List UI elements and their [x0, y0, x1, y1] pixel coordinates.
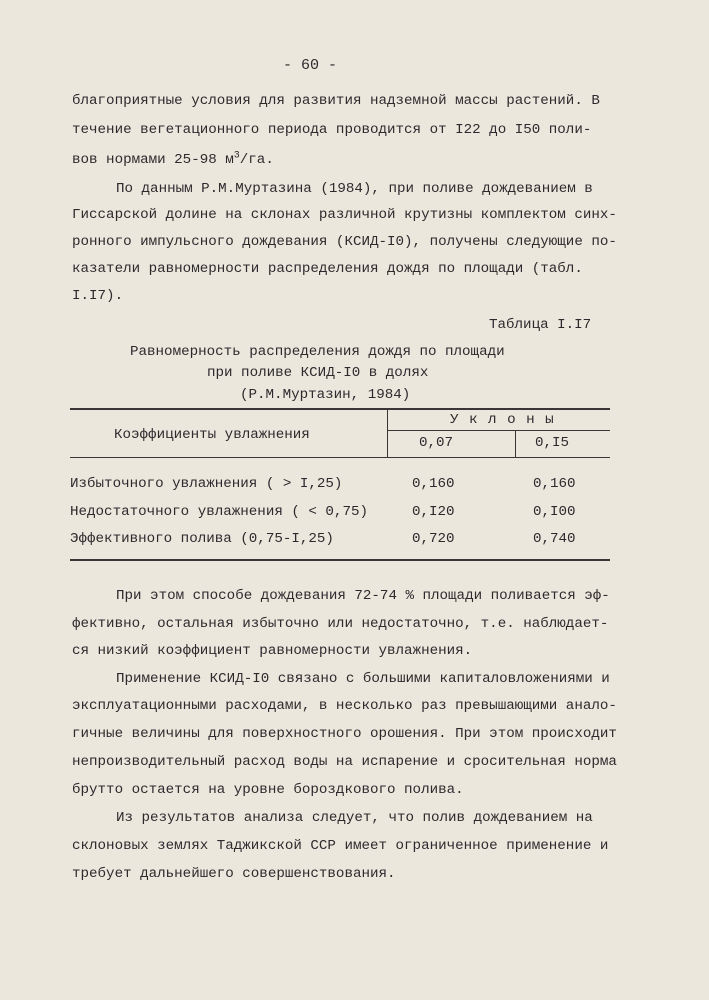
paragraph-3-line-2: фективно, остальная избыточно или недостаточно, т.е. наблюдает- [72, 616, 609, 632]
table-row-3-value-1: 0,720 [412, 531, 455, 547]
table-header-rule [70, 457, 610, 458]
table-bottom-rule [70, 559, 610, 561]
table-row-2-value-2: 0,I00 [533, 504, 576, 520]
unit-superscript: 3 [233, 150, 240, 162]
table-row-1-value-2: 0,160 [533, 476, 576, 492]
table-caption-line-1: Равномерность распределения дождя по площади [130, 344, 505, 360]
table-row-1-value-1: 0,160 [412, 476, 455, 492]
table-row-3-value-2: 0,740 [533, 531, 576, 547]
unit-tail: /га. [239, 152, 274, 168]
paragraph-3-line-1: При этом способе дождевания 72-74 % площади поливается эф- [116, 588, 610, 604]
paragraph-2-line-3: ронного импульсного дождевания (КСИД-I0), получены следующие по- [72, 234, 617, 250]
page-number: - 60 - [283, 57, 338, 74]
table-column-header-2: 0,I5 [535, 435, 570, 451]
paragraph-2-line-2: Гиссарской долине на склонах различной крутизны комплектом синх- [72, 207, 617, 223]
table-vertical-rule-1 [387, 408, 388, 458]
paragraph-4-line-4: непроизводительный расход воды на испарение и сросительная норма [72, 754, 617, 770]
paragraph-4-line-1: Применение КСИД-I0 связано с большими капиталовложениями и [116, 671, 610, 687]
paragraph-1-line-3 [72, 150, 274, 170]
paragraph-1-line-2: течение вегетационного периода проводится от I22 до I50 поли- [72, 122, 592, 138]
paragraph-2-line-5: I.I7). [72, 288, 124, 304]
paragraph-3-line-3: ся низкий коэффициент равномерности увлажнения. [72, 643, 473, 659]
table-label: Таблица I.I7 [489, 317, 592, 333]
table-column-header-1: 0,07 [419, 435, 454, 451]
paragraph-1-line-3-text: вов нормами 25-98 м [72, 152, 234, 168]
table-row-1-label: Избыточного увлажнения ( > I,25) [70, 476, 343, 492]
paragraph-1-line-1: благоприятные условия для развития надземной массы растений. В [72, 93, 600, 109]
table-group-header: У к л о н ы [450, 412, 555, 428]
table-group-rule [387, 430, 610, 431]
table-caption-line-2: при поливе КСИД-I0 в долях [207, 365, 429, 381]
paragraph-5-line-2: склоновых землях Таджикской ССР имеет ограниченное применение и [72, 838, 609, 854]
table-row-2-value-1: 0,I20 [412, 504, 455, 520]
paragraph-4-line-2: эксплуатационными расходами, в несколько раз превышающими анало- [72, 698, 617, 714]
table-row-header: Коэффициенты увлажнения [114, 427, 310, 443]
table-vertical-rule-2 [515, 431, 516, 458]
table-row-2-label: Недостаточного увлажнения ( < 0,75) [70, 504, 368, 520]
paragraph-4-line-5: брутто остается на уровне бороздкового полива. [72, 782, 464, 798]
paragraph-5-line-1: Из результатов анализа следует, что полив дождеванием на [116, 810, 593, 826]
table-caption-line-3: (Р.М.Муртазин, 1984) [240, 387, 411, 403]
paragraph-5-line-3: требует дальнейшего совершенствования. [72, 866, 396, 882]
paragraph-2-line-4: казатели равномерности распределения дождя по площади (табл. [72, 261, 583, 277]
paragraph-2-line-1: По данным Р.М.Муртазина (1984), при поливе дождеванием в [116, 181, 593, 197]
table-row-3-label: Эффективного полива (0,75-I,25) [70, 531, 334, 547]
paragraph-4-line-3: гичные величины для поверхностного орошения. При этом происходит [72, 726, 617, 742]
